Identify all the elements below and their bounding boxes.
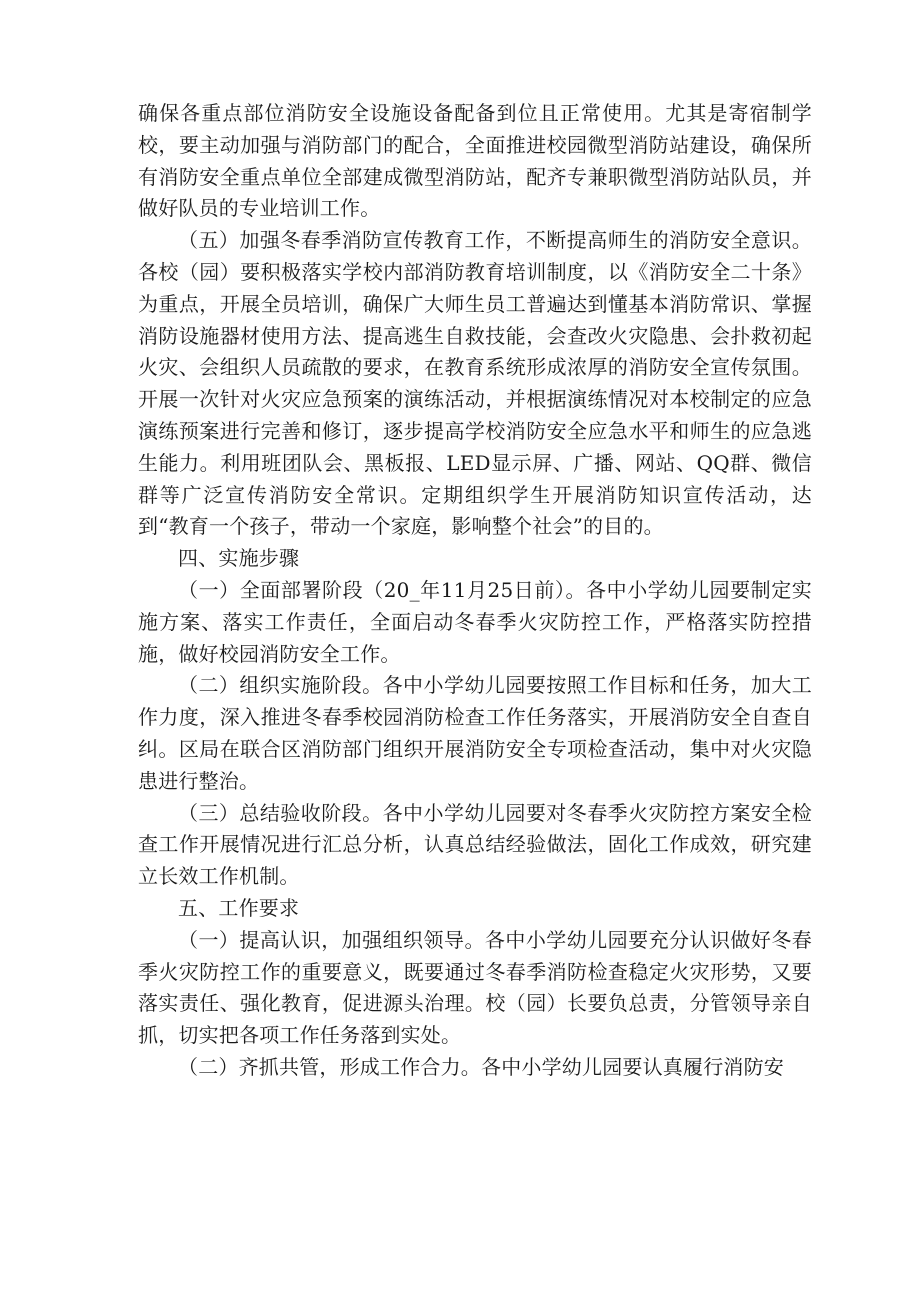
paragraph-req-awareness: （一）提高认识，加强组织领导。各中小学幼儿园要充分认识做好冬春季火灾防控工作的重要意义，既要通过冬春季消防检查稳定火灾形势，又要落实责任、强化教育，促进源头治理。校（园）长要负总责，分管领导亲自抓，切实把各项工作任务落到实处。 xyxy=(138,927,812,1048)
paragraph-step-implement: （二）组织实施阶段。各中小学幼儿园要按照工作目标和任务，加大工作力度，深入推进冬春季校园消防检查工作任务落实，开展消防安全自查自纠。区局在联合区消防部门组织开展消防安全专项检查活动，集中对火灾隐患进行整治。 xyxy=(138,673,812,793)
section-heading-steps: 四、实施步骤 xyxy=(178,546,300,571)
paragraph-req-cooperation: （二）齐抓共管，形成工作合力。各中小学幼儿园要认真履行消防安 xyxy=(178,1054,784,1079)
section-heading-requirements: 五、工作要求 xyxy=(178,895,300,920)
paragraph-continuation: 确保各重点部位消防安全设施设备配备到位且正常使用。尤其是寄宿制学校，要主动加强与消防部门的配合，全面推进校园微型消防站建设，确保所有消防安全重点单位全部建成微型消防站，配齐专兼职微型消防站队员，并做好队员的专业培训工作。 xyxy=(138,101,812,221)
paragraph-step-deploy: （一）全面部署阶段（20_年11月25日前）。各中小学幼儿园要制定实施方案、落实工作责任，全面启动冬春季火灾防控工作，严格落实防控措施，做好校园消防安全工作。 xyxy=(138,577,812,666)
paragraph-step-summary: （三）总结验收阶段。各中小学幼儿园要对冬春季火灾防控方案安全检查工作开展情况进行汇总分析，认真总结经验做法，固化工作成效，研究建立长效工作机制。 xyxy=(138,800,812,889)
paragraph-fire-education: （五）加强冬春季消防宣传教育工作，不断提高师生的消防安全意识。各校（园）要积极落实学校内部消防教育培训制度，以《消防安全二十条》为重点，开展全员培训，确保广大师生员工普遍达到懂基本消防常识、掌握消防设施器材使用方法、提高逃生自救技能，会查改火灾隐患、会扑救初起火灾、会组织人员疏散的要求，在教育系统形成浓厚的消防安全宣传氛围。开展一次针对火灾应急预案的演练活动，并根据演练情况对本校制定的应急演练预案进行完善和修订，逐步提高学校消防安全应急水平和师生的应急逃生能力。利用班团队会、黑板报、LED显示屏、广播、网站、QQ群、微信群等广泛宣传消防安全常识。定期组织学生开展消防知识宣传活动，达到“教育一个孩子，带动一个家庭，影响整个社会”的目的。 xyxy=(138,228,812,539)
